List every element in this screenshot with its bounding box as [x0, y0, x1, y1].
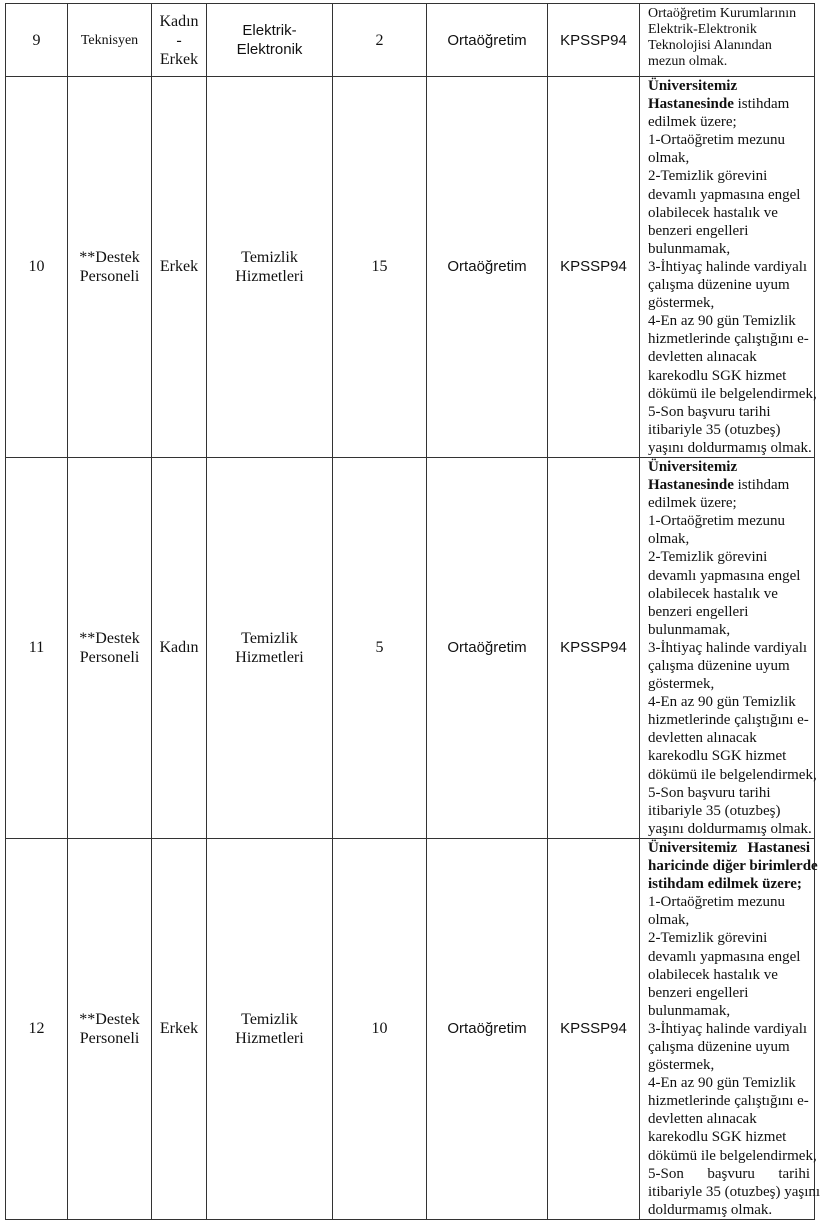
positions-table [5, 3, 820, 1220]
requirements: Üniversitemiz Hastanesi haricinde diğer birimlerde istihdam edilmek üzere; 1-Ortaöğretim mezunu olmak, 2-Temizlik görevini devamlı yapmasına engel olabilecek hastalık ve benzeri engelleri bulunmamak, 3-İhtiyaç halinde vardiyalı çalışma düzenine uyum göstermek, 4-En az 90 gün Temizlik hizmetlerinde çalıştığını e- devletten alınacak karekodlu SGK hizmet dökümü ile belgelendirmek, 5-Son başvuru tarihi itibariyle 35 (otuzbeş) yaşını doldurmamış olmak. [640, 838, 815, 1219]
gender: Kadın [152, 457, 207, 838]
table-row [6, 457, 815, 838]
row-number: 10 [6, 77, 68, 458]
education-level: Ortaöğretim [427, 4, 548, 77]
education-level: Ortaöğretim [427, 77, 548, 458]
score-type: KPSSP94 [548, 457, 640, 838]
table-row [6, 4, 815, 77]
unit: Temizlik Hizmetleri [207, 77, 333, 458]
row-number: 9 [6, 4, 68, 77]
unit: Temizlik Hizmetleri [207, 457, 333, 838]
requirements: Üniversitemiz Hastanesinde istihdam edilmek üzere; 1-Ortaöğretim mezunu olmak, 2-Temizlik görevini devamlı yapmasına engel olabilecek hastalık ve benzeri engelleri bulunmamak, 3-İhtiyaç halinde vardiyalı çalışma düzenine uyum göstermek, 4-En az 90 gün Temizlik hizmetlerinde çalıştığını e- devletten alınacak karekodlu SGK hizmet dökümü ile belgelendirmek, 5-Son başvuru tarihi itibariyle 35 (otuzbeş) yaşını doldurmamış olmak. [640, 77, 815, 458]
position-title: **Destek Personeli [68, 838, 152, 1219]
requirements: Üniversitemiz Hastanesinde istihdam edilmek üzere; 1-Ortaöğretim mezunu olmak, 2-Temizlik görevini devamlı yapmasına engel olabilecek hastalık ve benzeri engelleri bulunmamak, 3-İhtiyaç halinde vardiyalı çalışma düzenine uyum göstermek, 4-En az 90 gün Temizlik hizmetlerinde çalıştığını e- devletten alınacak karekodlu SGK hizmet dökümü ile belgelendirmek, 5-Son başvuru tarihi itibariyle 35 (otuzbeş) yaşını doldurmamış olmak. [640, 457, 815, 838]
row-number: 12 [6, 838, 68, 1219]
unit: Temizlik Hizmetleri [207, 838, 333, 1219]
unit: Elektrik- Elektronik [207, 4, 333, 77]
position-count: 15 [333, 77, 427, 458]
position-count: 10 [333, 838, 427, 1219]
row-number: 11 [6, 457, 68, 838]
score-type: KPSSP94 [548, 77, 640, 458]
education-level: Ortaöğretim [427, 838, 548, 1219]
education-level: Ortaöğretim [427, 457, 548, 838]
position-title: Teknisyen [68, 4, 152, 77]
gender: Erkek [152, 838, 207, 1219]
gender: Erkek [152, 77, 207, 458]
position-count: 5 [333, 457, 427, 838]
score-type: KPSSP94 [548, 838, 640, 1219]
score-type: KPSSP94 [548, 4, 640, 77]
position-title: **Destek Personeli [68, 77, 152, 458]
requirements: Ortaöğretim Kurumlarının Elektrik-Elektronik Teknolojisi Alanından mezun olmak. [640, 4, 815, 77]
position-count: 2 [333, 4, 427, 77]
gender: Kadın - Erkek [152, 4, 207, 77]
table-row [6, 77, 815, 458]
position-title: **Destek Personeli [68, 457, 152, 838]
table-row [6, 838, 815, 1219]
